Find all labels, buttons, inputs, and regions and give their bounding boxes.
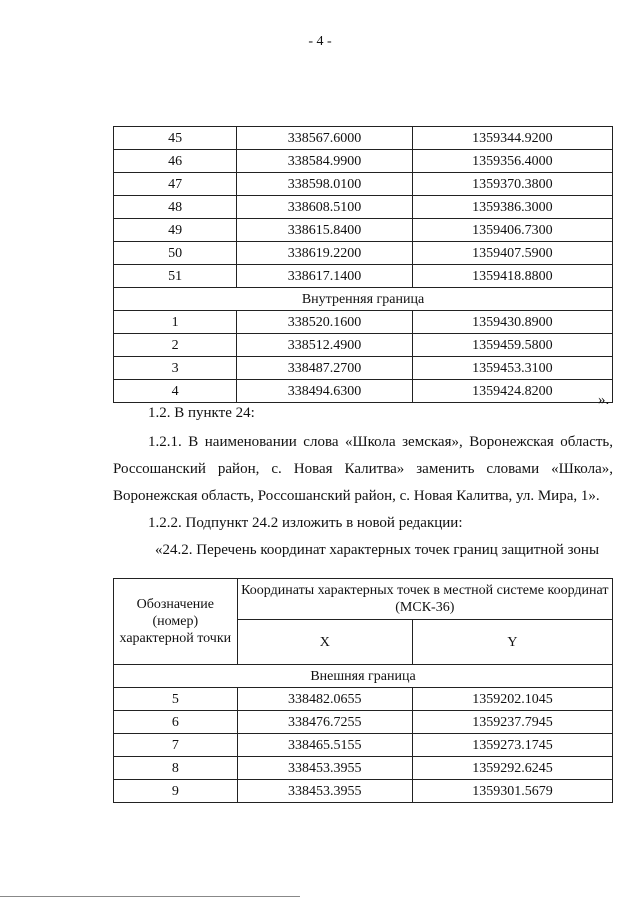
point-number-cell: 45 xyxy=(114,127,237,150)
table-row xyxy=(114,242,613,265)
table-row xyxy=(114,196,613,219)
x-coordinate-cell: 338598.0100 xyxy=(237,173,412,196)
table-header-row xyxy=(114,579,613,620)
point-number-cell: 8 xyxy=(114,757,238,780)
point-number-cell: 46 xyxy=(114,150,237,173)
y-coordinate-cell: 1359386.3000 xyxy=(412,196,612,219)
point-number-cell: 49 xyxy=(114,219,237,242)
y-coordinate-cell: 1359344.9200 xyxy=(412,127,612,150)
y-coordinate-cell: 1359430.8900 xyxy=(412,311,612,334)
table-row xyxy=(114,334,613,357)
point-number-cell: 7 xyxy=(114,734,238,757)
table-row xyxy=(114,173,613,196)
point-number-cell: 3 xyxy=(114,357,237,380)
x-coordinate-cell: 338482.0655 xyxy=(237,688,412,711)
x-coordinate-cell: 338476.7255 xyxy=(237,711,412,734)
table-section-row xyxy=(114,288,613,311)
x-coordinate-cell: 338520.1600 xyxy=(237,311,412,334)
x-coordinate-cell: 338465.5155 xyxy=(237,734,412,757)
y-coordinate-cell: 1359407.5900 xyxy=(412,242,612,265)
y-coordinate-cell: 1359370.3800 xyxy=(412,173,612,196)
y-coordinate-cell: 1359273.1745 xyxy=(412,734,612,757)
table-row xyxy=(114,757,613,780)
header-y: Y xyxy=(412,620,612,665)
y-coordinate-cell: 1359356.4000 xyxy=(412,150,612,173)
page-bottom-rule xyxy=(0,896,300,897)
table-row xyxy=(114,711,613,734)
table-row xyxy=(114,688,613,711)
coordinates-table-new xyxy=(113,578,613,803)
y-coordinate-cell: 1359453.3100 xyxy=(412,357,612,380)
point-number-cell: 6 xyxy=(114,711,238,734)
paragraph-1-2-2: 1.2.2. Подпункт 24.2 изложить в новой редакции: xyxy=(148,515,463,531)
point-number-cell: 50 xyxy=(114,242,237,265)
x-coordinate-cell: 338608.5100 xyxy=(237,196,412,219)
paragraph-1-2-1-line2: Россошанский район, с. Новая Калитва» заменить словами «Школа», xyxy=(113,461,613,477)
header-x: X xyxy=(237,620,412,665)
paragraph-24-2-heading: «24.2. Перечень координат характерных точек границ защитной зоны xyxy=(155,542,600,558)
point-number-cell: 47 xyxy=(114,173,237,196)
point-number-cell: 9 xyxy=(114,780,238,803)
header-coordinates-group: Координаты характерных точек в местной системе координат (МСК-36) xyxy=(237,579,612,620)
table-row xyxy=(114,357,613,380)
table-row xyxy=(114,150,613,173)
section-label-inner-boundary: Внутренняя граница xyxy=(114,288,613,311)
closing-quote: ». xyxy=(598,392,610,408)
x-coordinate-cell: 338617.1400 xyxy=(237,265,412,288)
section-label-outer-boundary: Внешняя граница xyxy=(114,665,613,688)
point-number-cell: 5 xyxy=(114,688,238,711)
x-coordinate-cell: 338584.9900 xyxy=(237,150,412,173)
point-number-cell: 48 xyxy=(114,196,237,219)
x-coordinate-cell: 338512.4900 xyxy=(237,334,412,357)
table-row xyxy=(114,311,613,334)
point-number-cell: 2 xyxy=(114,334,237,357)
y-coordinate-cell: 1359202.1045 xyxy=(412,688,612,711)
table-row xyxy=(114,127,613,150)
x-coordinate-cell: 338615.8400 xyxy=(237,219,412,242)
y-coordinate-cell: 1359237.7945 xyxy=(412,711,612,734)
y-coordinate-cell: 1359301.5679 xyxy=(412,780,612,803)
paragraph-1-2-1-line3: Воронежская область, Россошанский район, с. Новая Калитва, ул. Мира, 1». xyxy=(113,488,600,504)
x-coordinate-cell: 338453.3955 xyxy=(237,780,412,803)
coordinates-table-continued xyxy=(113,126,613,403)
y-coordinate-cell: 1359424.8200 xyxy=(412,380,612,403)
y-coordinate-cell: 1359292.6245 xyxy=(412,757,612,780)
table-section-row xyxy=(114,665,613,688)
x-coordinate-cell: 338619.2200 xyxy=(237,242,412,265)
table-row xyxy=(114,380,613,403)
page-number: - 4 - xyxy=(308,34,332,49)
y-coordinate-cell: 1359406.7300 xyxy=(412,219,612,242)
table-row xyxy=(114,219,613,242)
x-coordinate-cell: 338453.3955 xyxy=(237,757,412,780)
x-coordinate-cell: 338487.2700 xyxy=(237,357,412,380)
y-coordinate-cell: 1359418.8800 xyxy=(412,265,612,288)
paragraph-1-2: 1.2. В пункте 24: xyxy=(148,405,255,421)
point-number-cell: 51 xyxy=(114,265,237,288)
table-row xyxy=(114,780,613,803)
header-point-designation: Обозначение (номер) характерной точки xyxy=(114,579,238,665)
table-row xyxy=(114,734,613,757)
x-coordinate-cell: 338494.6300 xyxy=(237,380,412,403)
table-row xyxy=(114,265,613,288)
point-number-cell: 4 xyxy=(114,380,237,403)
x-coordinate-cell: 338567.6000 xyxy=(237,127,412,150)
paragraph-1-2-1-line1: 1.2.1. В наименовании слова «Школа земская», Воронежская область, xyxy=(148,434,613,450)
y-coordinate-cell: 1359459.5800 xyxy=(412,334,612,357)
point-number-cell: 1 xyxy=(114,311,237,334)
